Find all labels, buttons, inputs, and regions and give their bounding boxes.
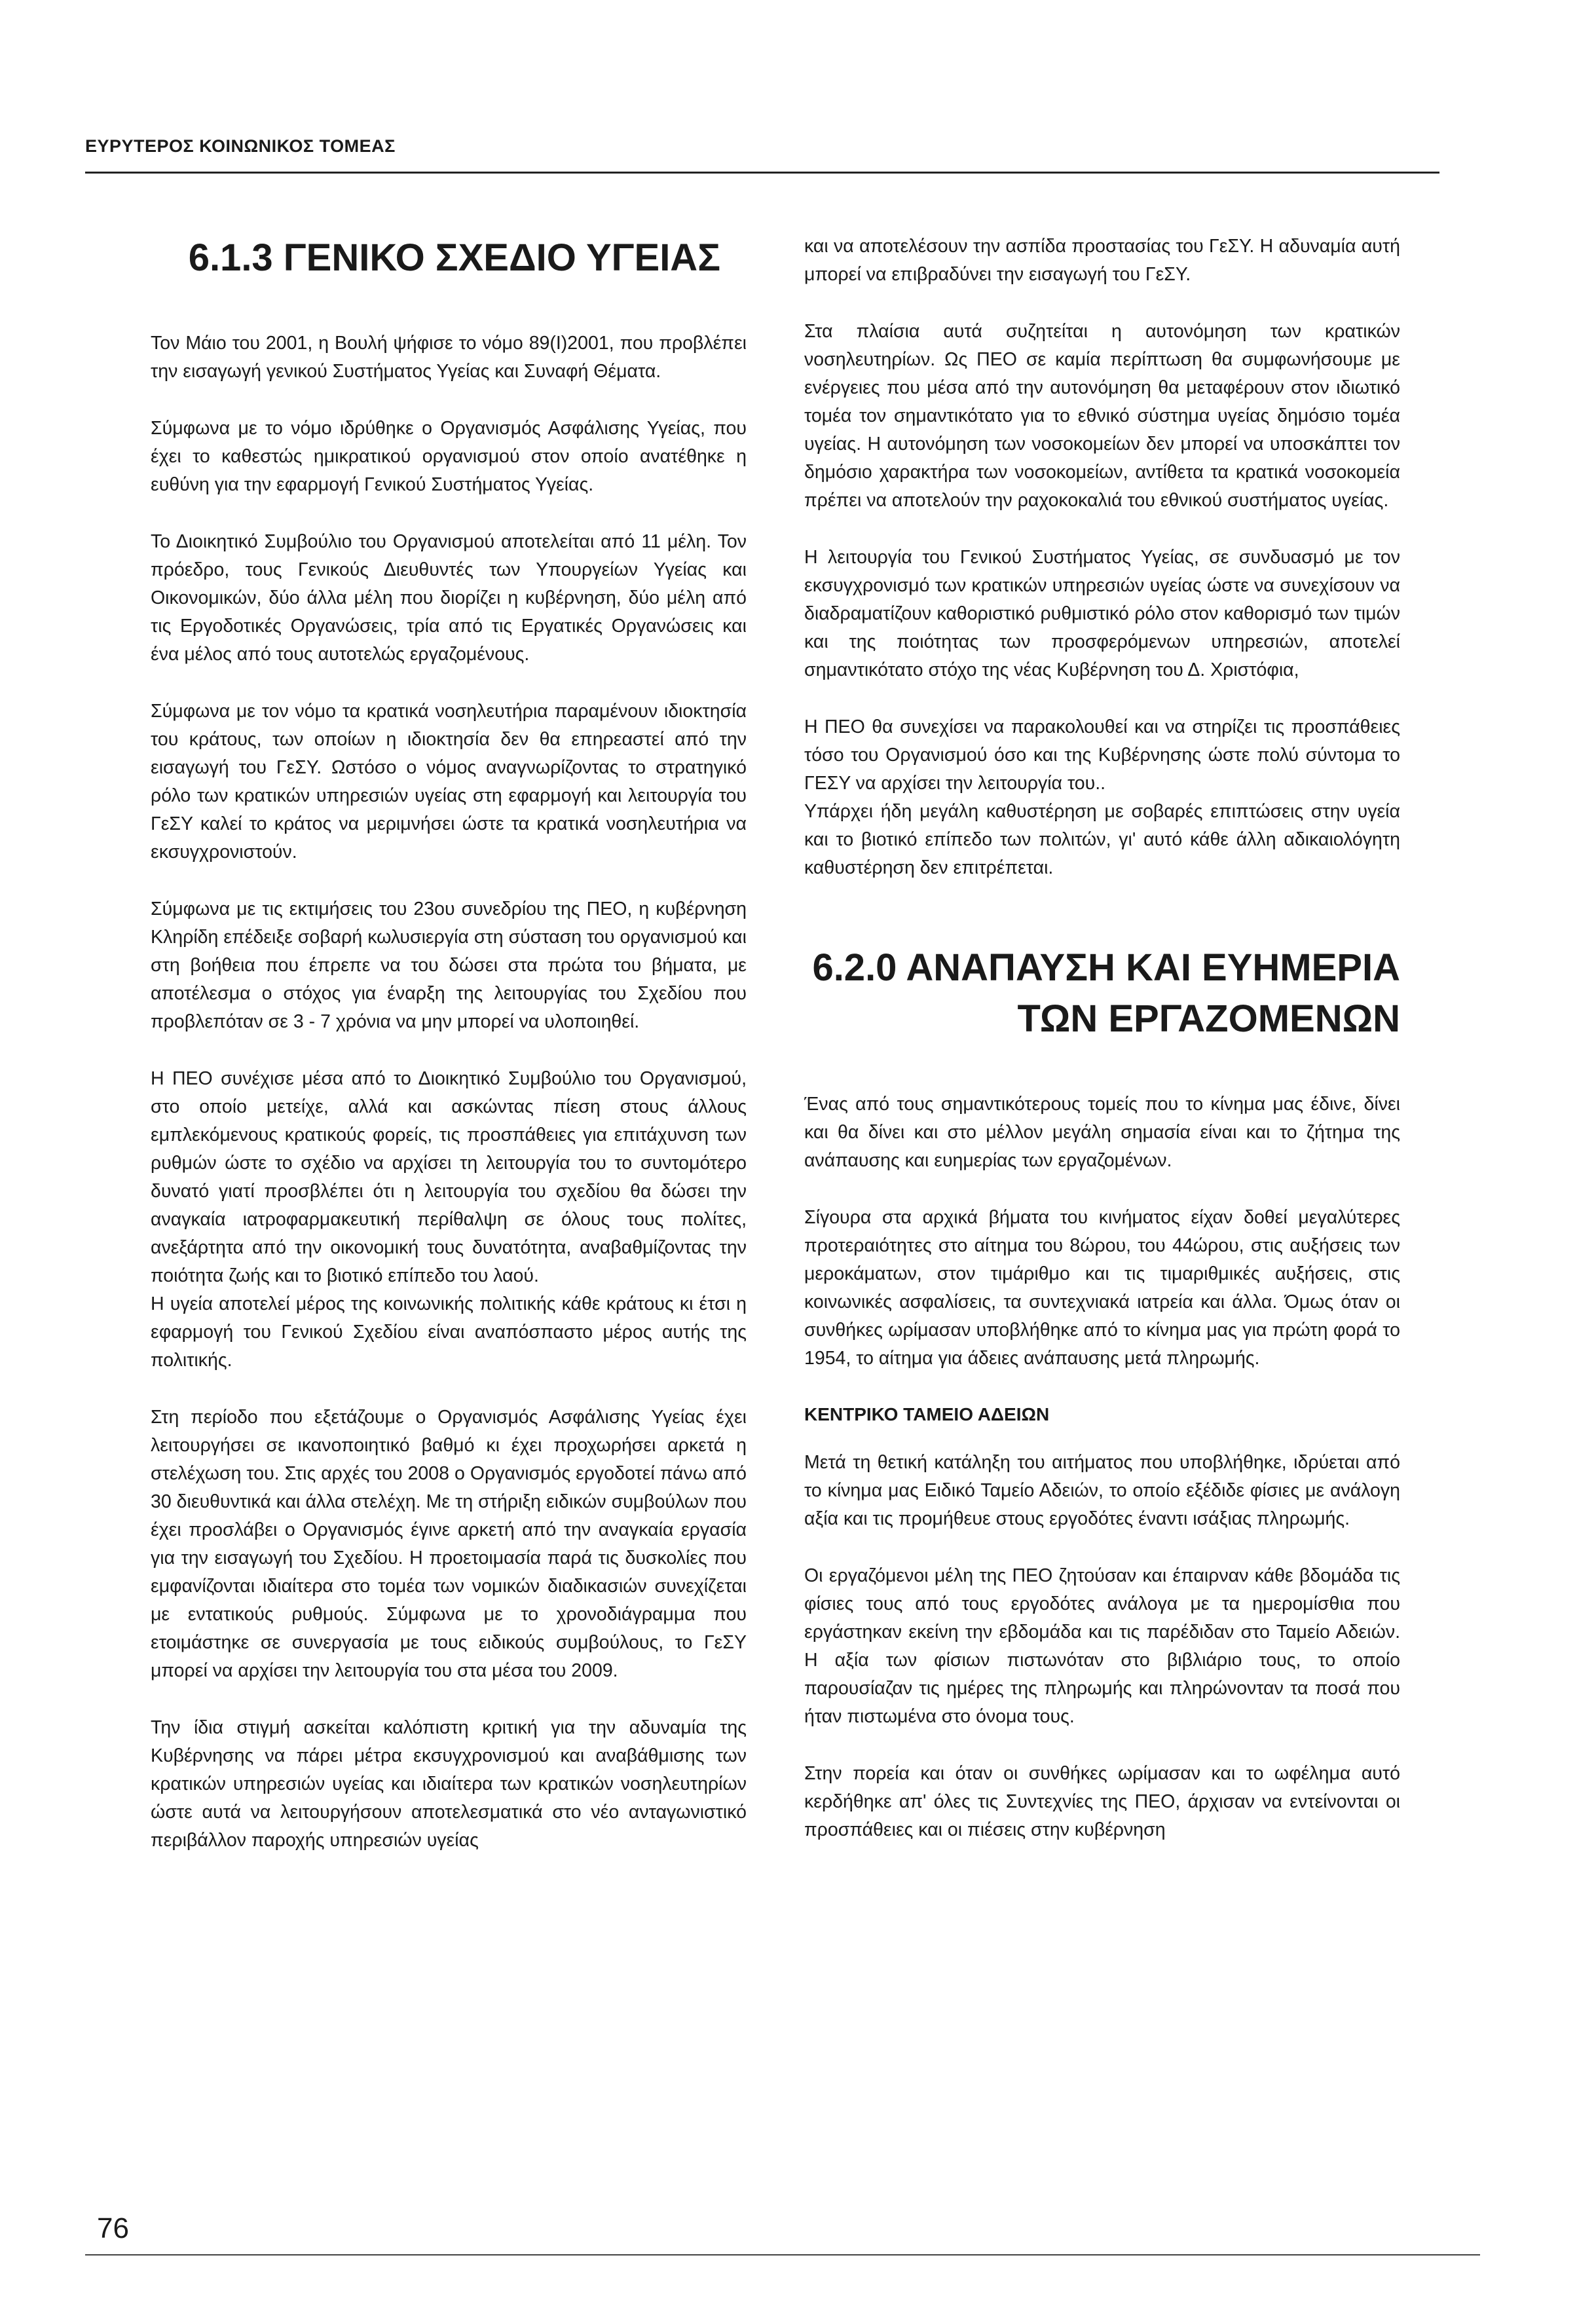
paragraph: Την ίδια στιγμή ασκείται καλόπιστη κριτική για την αδυναμία της Κυβέρνησης να πάρει μέτρα εκσυγχρονισμού και αναβάθμισης των κρατικών υπηρεσιών υγείας και ιδιαίτερα των κρατικών νοσηλευτηρίων ώστε αυτά να λειτουργήσουν αποτελεσματικά στο νέο ανταγωνιστικό περιβάλλον παροχής υπηρεσιών υγείας: [151, 1717, 747, 1851]
paragraph: Σίγουρα στα αρχικά βήματα του κινήματος είχαν δοθεί μεγαλύτερες προτεραιότητες στο αίτημα του 8ώρου, του 44ώρου, στις αυξήσεις των μεροκάματων, στον τιμάριθμο και τις τιμαριθμικές αυξήσεις, στις κοινωνικές ασφαλίσεις, τα συντεχνιακά ιατρεία και άλλα. Όμως όταν οι συνθήκες ωρίμασαν υποβλήθηκε από το κίνημα μας για πρώτη φορά το 1954, το αίτημα για άδειες ανάπαυσης μετά πληρωμής.: [804, 1207, 1400, 1369]
paragraph: και να αποτελέσουν την ασπίδα προστασίας του ΓεΣΥ. Η αδυναμία αυτή μπορεί να επιβραδύνει την εισαγωγή του ΓεΣΥ.: [804, 236, 1400, 285]
paragraph: Σύμφωνα με τις εκτιμήσεις του 23ου συνεδρίου της ΠΕΟ, η κυβέρνηση Κληρίδη επέδειξε σοβαρή κωλυσιεργία στη σύσταση του οργανισμού και στη βοήθεια που έπρεπε να του δώσει στα πρώτα του βήματα, με αποτέλεσμα ο στόχος για έναρξη της λειτουργίας του Σχεδίου που προβλεπόταν σε 3 - 7 χρόνια να μην μπορεί να υλοποιηθεί.: [151, 899, 747, 1032]
footer-rule: [85, 2254, 1480, 2256]
paragraph: Η υγεία αποτελεί μέρος της κοινωνικής πολιτικής κάθε κράτους κι έτσι η εφαρμογή του Γενικού Σχεδίου είναι αναπόσπαστο μέρος αυτής της πολιτικής.: [151, 1293, 747, 1371]
right-column: [804, 232, 1400, 1873]
page-number: 76: [97, 2212, 129, 2244]
paragraph: Η ΠΕΟ θα συνεχίσει να παρακολουθεί και να στηρίζει τις προσπάθειες τόσο του Οργανισμού όσο και της Κυβέρνησης ώστε πολύ σύντομα το ΓΕΣΥ να αρχίσει την λειτουργία του..: [804, 716, 1400, 794]
paragraph: Η ΠΕΟ συνέχισε μέσα από το Διοικητικό Συμβούλιο του Οργανισμού, στο οποίο μετείχε, αλλά και ασκώντας πίεση στους άλλους εμπλεκόμενους κρατικούς φορείς, τις προσπάθειες για επιτάχυνση των ρυθμών ώστε το σχέδιο να αρχίσει τη λειτουργία του το συντομότερο δυνατό γιατί προσβλέπει ότι η λειτουργία του σχεδίου θα δώσει την αναγκαία ιατροφαρμακευτική περίθαλψη σε όλους τους πολίτες, ανεξάρτητα από την οικονομική τους δυνατότητα, αναβαθμίζοντας την ποιότητα ζωής και το βιοτικό επίπεδο του λαού.: [151, 1068, 747, 1286]
paragraph: Σύμφωνα με το νόμο ιδρύθηκε ο Οργανισμός Ασφάλισης Υγείας, που έχει το καθεστώς ημικρατικού οργανισμού στον οποίο ανατέθηκε η ευθύνη για την εφαρμογή Γενικού Συστήματος Υγείας.: [151, 418, 747, 495]
paragraph: Σύμφωνα με τον νόμο τα κρατικά νοσηλευτήρια παραμένουν ιδιοκτησία του κράτους, των οποίων η ιδιοκτησία δεν θα επηρεαστεί από την εισαγωγή του ΓεΣΥ. Ωστόσο ο νόμος αναγνωρίζοντας το στρατηγικό ρόλο των κρατικών υπηρεσιών υγείας στη εφαρμογή και λειτουργία του ΓεΣΥ καλεί το κράτος να μεριμνήσει ώστε τα κρατικά νοσηλευτήρια να εκσυγχρονιστούν.: [151, 701, 747, 863]
paragraph: Η λειτουργία του Γενικού Συστήματος Υγείας, σε συνδυασμό με τον εκσυγχρονισμό των κρατικών υπηρεσιών υγείας ώστε να συνεχίσουν να διαδραματίζουν καθοριστικό ρυθμιστικό ρόλο στον καθορισμό των τιμών και της ποιότητας των προσφερόμενων υπηρεσιών, αποτελεί σημαντικότατο στόχο της νέας Κυβέρνηση του Δ. Χριστόφια,: [804, 547, 1400, 680]
section-title-rest-welfare: 6.2.0 ΑΝΑΠΑΥΣΗ ΚΑΙ ΕΥΗΜΕΡΙΑ ΤΩΝ ΕΡΓΑΖΟΜΕΝΩΝ: [812, 946, 1400, 1040]
paragraph: Μετά τη θετική κατάληξη του αιτήματος που υποβλήθηκε, ιδρύεται από το κίνημα μας Ειδικό Ταμείο Αδειών, το οποίο εξέδιδε φίσιες με ανάλογη αξία και τις προμήθευε στους εργοδότες έναντι ισάξιας πληρωμής.: [804, 1452, 1400, 1529]
paragraph: Υπάρχει ήδη μεγάλη καθυστέρηση με σοβαρές επιπτώσεις στην υγεία και το βιοτικό επίπεδο των πολιτών, γι' αυτό κάθε άλλη αδικαιολόγητη καθυστέρηση δεν επιτρέπεται.: [804, 801, 1400, 878]
header-rule: [85, 172, 1439, 174]
running-header: ΕΥΡΥΤΕΡΟΣ ΚΟΙΝΩΝΙΚΟΣ ΤΟΜΕΑΣ: [85, 136, 396, 156]
section-title-health-plan: 6.1.3 ΓΕΝΙΚΟ ΣΧΕΔΙΟ ΥΓΕΙΑΣ: [188, 236, 720, 279]
paragraph: Στη περίοδο που εξετάζουμε ο Οργανισμός Ασφάλισης Υγείας έχει λειτουργήσει σε ικανοποιητικό βαθμό κι έχει προχωρήσει αρκετά η στελέχωση του. Στις αρχές του 2008 ο Οργανισμός εργοδοτεί πάνω από 30 διευθυντικά και άλλα στελέχη. Με τη στήριξη ειδικών συμβούλων που έχει προσλάβει ο Οργανισμός έγινε αρκετή από την αναγκαία εργασία για την εισαγωγή του Σχεδίου. Η προετοιμασία παρά τις δυσκολίες που εμφανίζονται ιδιαίτερα στο τομέα των νομικών διαδικασιών συνεχίζεται με εντατικούς ρυθμούς. Σύμφωνα με το χρονοδιάγραμμα που ετοιμάστηκε σε συνεργασία με τους ειδικούς συμβούλους, το ΓεΣΥ μπορεί να αρχίσει την λειτουργία του στα μέσα του 2009.: [151, 1407, 747, 1681]
subheading-central-leave-fund: ΚΕΝΤΡΙΚΟ ΤΑΜΕΙΟ ΑΔΕΙΩΝ: [804, 1404, 1050, 1424]
paragraph: Ένας από τους σημαντικότερους τομείς που το κίνημα μας έδινε, δίνει και θα δίνει και στο μέλλον μεγάλη σημασία είναι και το ζήτημα της ανάπαυσης και ευημερίας των εργαζομένων.: [804, 1094, 1400, 1171]
paragraph: Οι εργαζόμενοι μέλη της ΠΕΟ ζητούσαν και έπαιρναν κάθε βδομάδα τις φίσιες τους από τους εργοδότες ανάλογα με τα ημερομίσθια που εργάστηκαν εκείνη την εβδομάδα και τις παρέδιδαν στο Ταμείο Αδειών. Η αξία των φίσιων πιστωνόταν στο βιβλιάριο τους, το οποίο παρουσίαζαν τις ημέρες της πληρωμής και πληρώνονταν τα ποσά που ήταν πιστωμένα στο όνομα τους.: [804, 1565, 1400, 1727]
paragraph: Στα πλαίσια αυτά συζητείται η αυτονόμηση των κρατικών νοσηλευτηρίων. Ως ΠΕΟ σε καμία περίπτωση θα συμφωνήσουμε με ενέργειες που μέσα από την αυτονόμηση θα μεταφέρουν στον ιδιωτικό τομέα τον σημαντικότατο για το εθνικό σύστημα υγείας δημόσιο τομέα υγείας. Η αυτονόμηση των νοσοκομείων δεν μπορεί να υποσκάπτει τον δημόσιο χαρακτήρα των νοσοκομείων, αντίθετα τα κρατικά νοσοκομεία πρέπει να αποτελούν την ραχοκοκαλιά του εθνικού συστήματος υγείας.: [804, 321, 1400, 511]
paragraph: Στην πορεία και όταν οι συνθήκες ωρίμασαν και το ωφέλημα αυτό κερδήθηκε απ' όλες τις Συντεχνίες της ΠΕΟ, άρχισαν να εντείνονται οι προσπάθειες και οι πιέσεις στην κυβέρνηση: [804, 1763, 1400, 1840]
left-column: [151, 232, 747, 1884]
paragraph: Τον Μάιο του 2001, η Βουλή ψήφισε το νόμο 89(Ι)2001, που προβλέπει την εισαγωγή γενικού Συστήματος Υγείας και Συναφή Θέματα.: [151, 333, 747, 382]
paragraph: Το Διοικητικό Συμβούλιο του Οργανισμού αποτελείται από 11 μέλη. Τον πρόεδρο, τους Γενικούς Διευθυντές των Υπουργείων Υγείας και Οικονομικών, δύο άλλα μέλη που διορίζει η κυβέρνηση, δύο μέλη από τις Εργοδοτικές Οργανώσεις, τρία από τις Εργατικές Οργανώσεις και ένα μέλος από τους αυτοτελώς εργαζομένους.: [151, 531, 747, 665]
